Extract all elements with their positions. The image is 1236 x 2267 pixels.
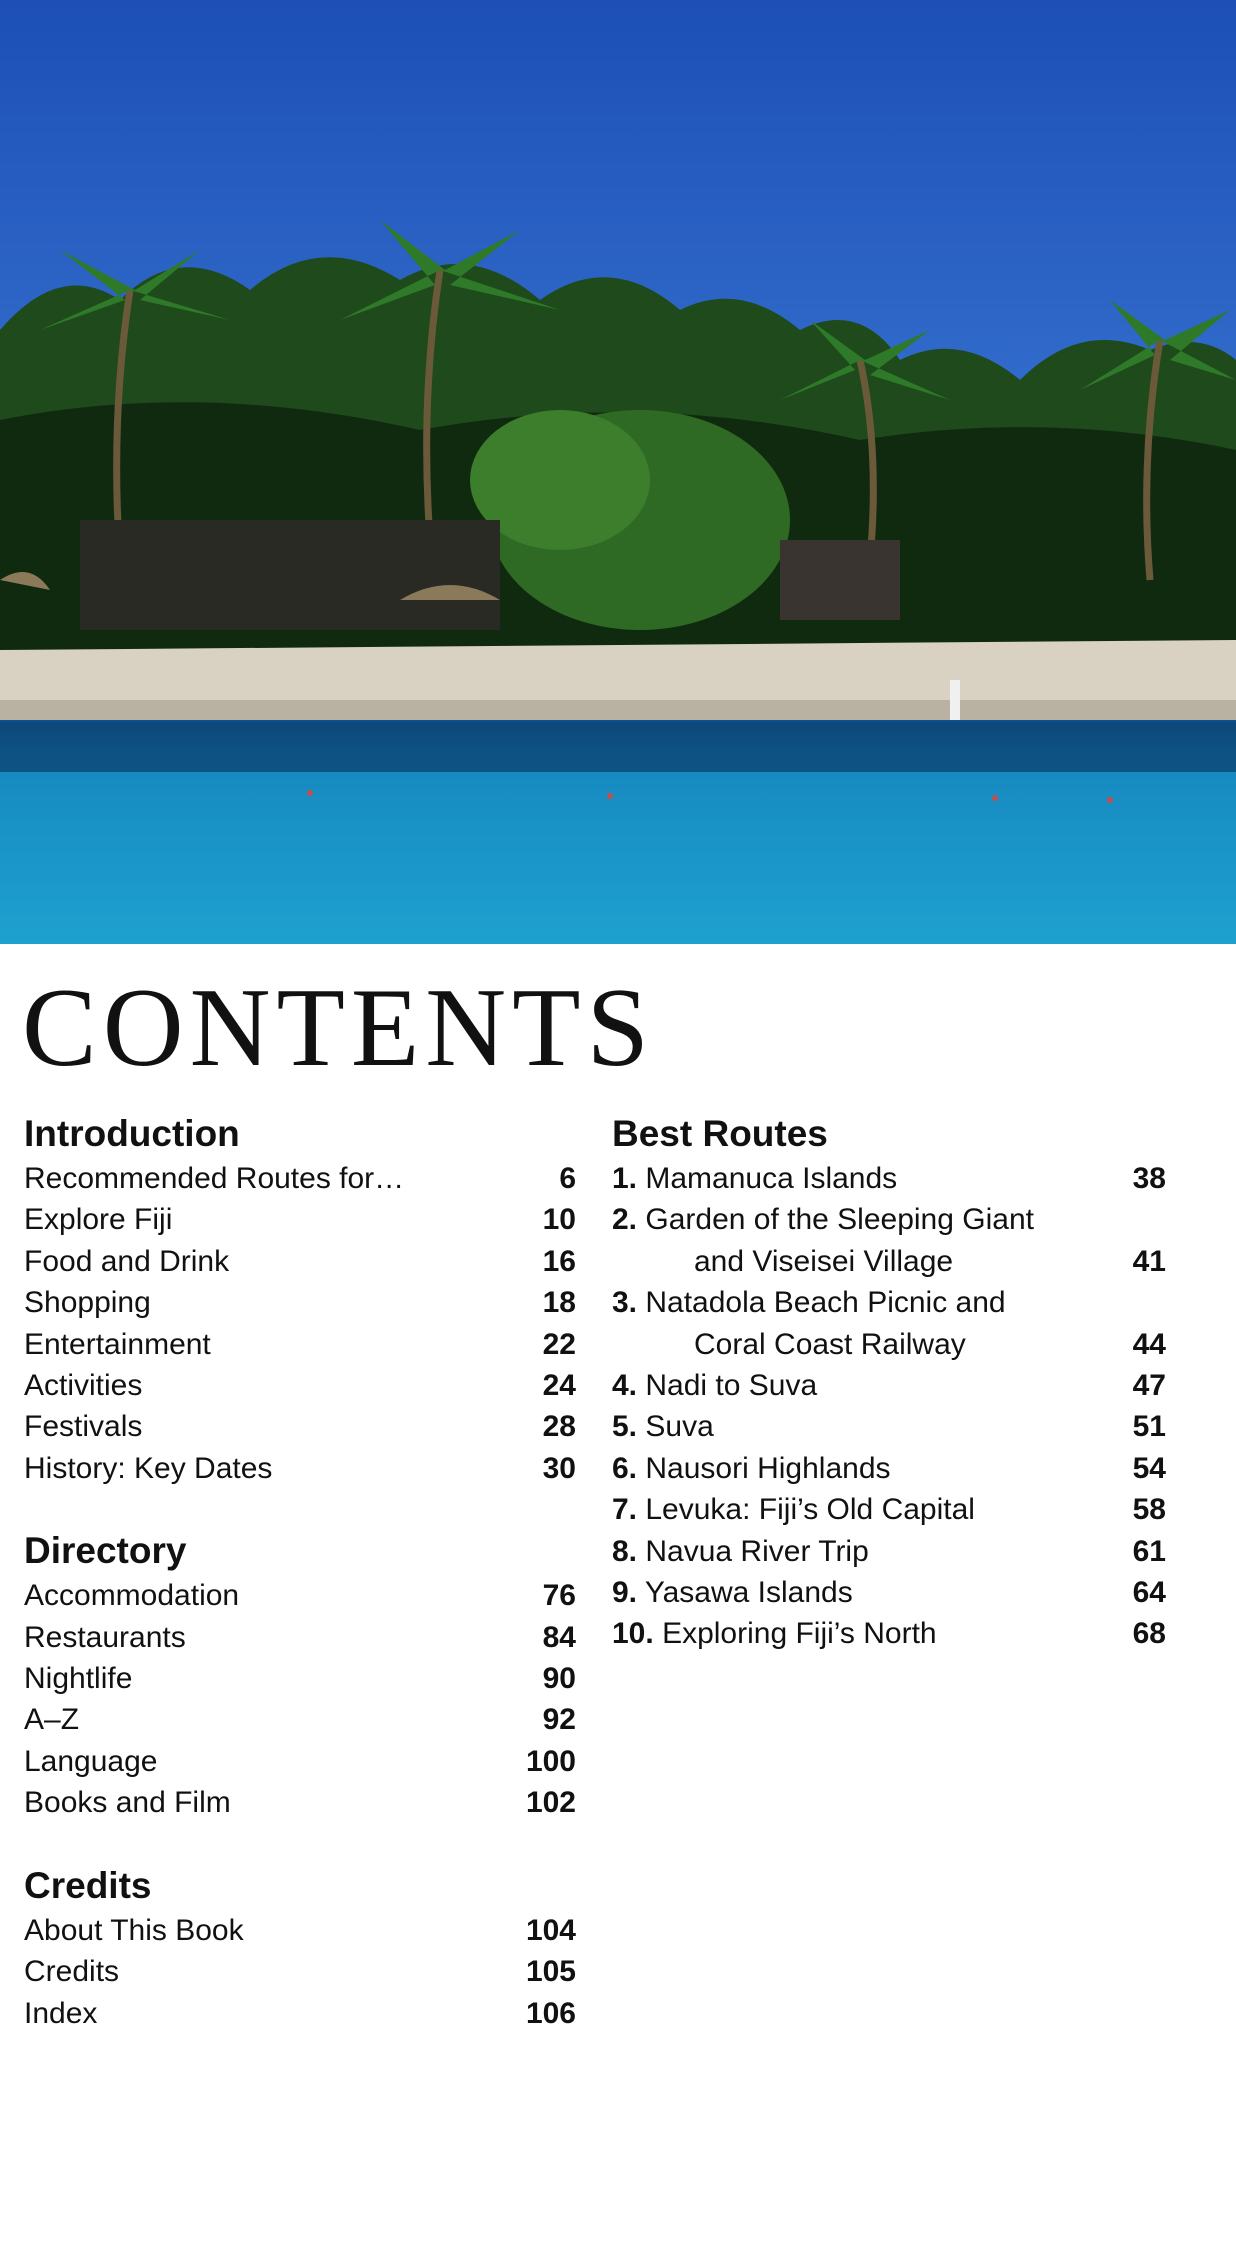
toc-right-column — [612, 1112, 1166, 1695]
toc-entry-label: A–Z — [24, 1703, 80, 1737]
route-page: 38 — [1132, 1162, 1166, 1195]
route-title: Nausori Highlands — [645, 1451, 891, 1485]
route-title: Nadi to Suva — [645, 1369, 818, 1403]
toc-entry-page: 10 — [542, 1203, 576, 1237]
toc-entry-page: 30 — [542, 1451, 576, 1485]
section-heading: Credits — [24, 1864, 152, 1906]
route-line — [612, 1199, 1166, 1240]
cover-photo — [0, 0, 1236, 944]
toc-entry-label: Books and Film — [24, 1786, 231, 1820]
toc-entry-label: Recommended Routes for… — [24, 1162, 405, 1195]
route-page: 68 — [1132, 1617, 1166, 1651]
toc-entry-label: Index — [24, 1996, 98, 2030]
route-entry[interactable] — [612, 1406, 1166, 1447]
toc-entry[interactable] — [24, 1617, 576, 1658]
toc-entry-label: Shopping — [24, 1286, 151, 1320]
toc-entry-page: 100 — [525, 1744, 576, 1778]
route-entry[interactable] — [612, 1448, 1166, 1489]
route-title: Natadola Beach Picnic and — [645, 1286, 1006, 1320]
route-line — [612, 1406, 1166, 1447]
route-line — [612, 1324, 1166, 1365]
toc-entry-label: Explore Fiji — [24, 1203, 173, 1237]
toc-entry-page: 104 — [525, 1913, 576, 1947]
toc-entry-page: 105 — [525, 1955, 576, 1989]
route-title: Navua River Trip — [645, 1534, 869, 1568]
toc-entry[interactable] — [24, 1699, 576, 1740]
route-entry[interactable] — [612, 1531, 1166, 1572]
route-title: Mamanuca Islands — [645, 1162, 898, 1195]
toc-entry-label: Activities — [24, 1369, 143, 1403]
route-line — [612, 1613, 1166, 1654]
route-page: 51 — [1132, 1410, 1166, 1444]
section-heading: Introduction — [24, 1113, 240, 1154]
route-number: 8. — [612, 1534, 638, 1568]
toc-entry-page: 18 — [542, 1286, 576, 1320]
route-title: Exploring Fiji’s North — [662, 1617, 937, 1651]
route-entry[interactable] — [612, 1613, 1166, 1654]
route-entry[interactable] — [612, 1572, 1166, 1613]
toc-section-introduction — [24, 1112, 576, 1489]
section-heading: Directory — [24, 1530, 187, 1572]
route-number: 10. — [612, 1617, 654, 1651]
toc-entry[interactable] — [24, 1951, 576, 1992]
toc-entry[interactable] — [24, 1741, 576, 1782]
toc-entry[interactable] — [24, 1282, 576, 1323]
toc-entry-page: 92 — [542, 1703, 576, 1737]
route-number: 6. — [612, 1451, 638, 1485]
toc-entry-page: 28 — [542, 1410, 576, 1444]
route-page: 41 — [1132, 1244, 1166, 1278]
route-page: 58 — [1132, 1493, 1166, 1527]
toc-entry-label: About This Book — [24, 1913, 244, 1947]
toc-entry-page: 90 — [542, 1662, 576, 1696]
route-page: 64 — [1132, 1576, 1166, 1610]
route-title: Yasawa Islands — [644, 1576, 853, 1610]
route-line — [612, 1572, 1166, 1613]
route-page: 54 — [1132, 1451, 1166, 1485]
toc-entry[interactable] — [24, 1365, 576, 1406]
toc-entry-label: History: Key Dates — [24, 1451, 273, 1485]
route-entry[interactable] — [612, 1158, 1166, 1199]
toc-section-directory — [24, 1529, 576, 1823]
route-number: 7. — [612, 1493, 638, 1527]
route-title: and Viseisei Village — [694, 1244, 954, 1278]
route-line — [612, 1365, 1166, 1406]
route-line — [612, 1241, 1166, 1282]
page-title: CONTENTS — [22, 966, 655, 1090]
toc-entry[interactable] — [24, 1406, 576, 1447]
toc-section-credits — [24, 1864, 576, 2034]
route-line — [612, 1282, 1166, 1323]
toc-entry[interactable] — [24, 1241, 576, 1282]
route-entry[interactable] — [612, 1489, 1166, 1530]
toc-entry[interactable] — [24, 1658, 576, 1699]
toc-entry-page: 6 — [559, 1162, 576, 1195]
toc-section-best-routes — [612, 1112, 1166, 1655]
route-title: Suva — [645, 1410, 714, 1444]
toc-entry-page: 24 — [542, 1369, 576, 1403]
section-heading: Best Routes — [612, 1113, 828, 1154]
route-title: Garden of the Sleeping Giant — [645, 1203, 1034, 1237]
toc-entry[interactable] — [24, 1993, 576, 2034]
toc-entry[interactable] — [24, 1199, 576, 1240]
route-entry[interactable] — [612, 1282, 1166, 1365]
route-line — [612, 1531, 1166, 1572]
toc-entry-label: Credits — [24, 1955, 120, 1989]
route-page: 44 — [1132, 1327, 1166, 1361]
toc-entry-page: 22 — [542, 1327, 576, 1361]
toc-entry-label: Accommodation — [24, 1579, 240, 1613]
route-number: 9. — [612, 1576, 638, 1610]
toc-entry[interactable] — [24, 1448, 576, 1489]
route-line — [612, 1489, 1166, 1530]
toc-entry[interactable] — [24, 1158, 576, 1199]
toc-entry[interactable] — [24, 1910, 576, 1951]
route-page: 61 — [1132, 1534, 1166, 1568]
route-entry[interactable] — [612, 1365, 1166, 1406]
route-title: Levuka: Fiji’s Old Capital — [645, 1493, 975, 1527]
route-title: Coral Coast Railway — [694, 1327, 966, 1361]
toc-entry-label: Nightlife — [24, 1662, 133, 1696]
route-number: 1. — [612, 1162, 638, 1195]
toc-entry-page: 76 — [542, 1579, 576, 1613]
route-number: 3. — [612, 1286, 638, 1320]
toc-entry[interactable] — [24, 1324, 576, 1365]
route-line — [612, 1448, 1166, 1489]
toc-entry[interactable] — [24, 1782, 576, 1823]
route-page: 47 — [1132, 1369, 1166, 1403]
toc-entry-label: Entertainment — [24, 1327, 211, 1361]
toc-entry-label: Festivals — [24, 1410, 143, 1444]
route-line — [612, 1158, 1166, 1199]
toc-entry-label: Language — [24, 1744, 158, 1778]
route-entry[interactable] — [612, 1199, 1166, 1282]
route-number: 4. — [612, 1369, 638, 1403]
toc-entry-page: 16 — [542, 1244, 576, 1278]
toc-entry-page: 106 — [525, 1996, 576, 2030]
toc-left-column — [24, 1112, 576, 2074]
route-number: 5. — [612, 1410, 638, 1444]
toc-entry[interactable] — [24, 1575, 576, 1616]
toc-entry-page: 102 — [525, 1786, 576, 1820]
route-number: 2. — [612, 1203, 638, 1237]
toc-entry-page: 84 — [542, 1620, 576, 1654]
toc-entry-label: Food and Drink — [24, 1244, 230, 1278]
toc-entry-label: Restaurants — [24, 1620, 186, 1654]
